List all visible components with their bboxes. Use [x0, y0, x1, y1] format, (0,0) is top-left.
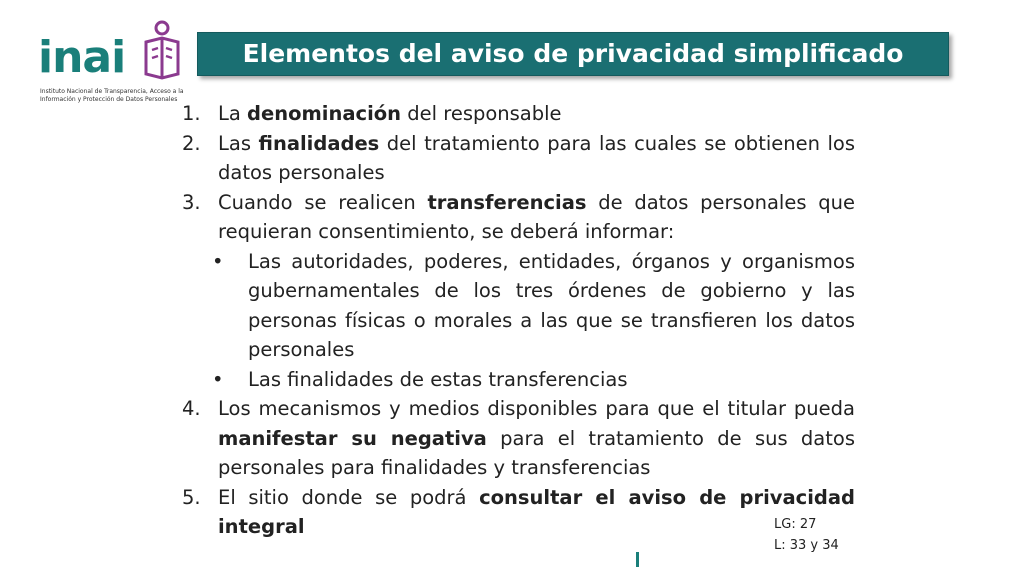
item-text-pre: Los mecanismos y medios disponibles para que el titular pueda	[218, 397, 855, 420]
item-text-bold: denominación	[247, 102, 402, 125]
list-item-5	[180, 483, 855, 542]
slide-title: Elementos del aviso de privacidad simplificado	[242, 39, 904, 68]
slide-content	[180, 99, 855, 542]
item-text-bold: consultar el aviso de privacidad integral	[218, 485, 855, 538]
item-text-pre: Las	[218, 131, 259, 155]
title-banner	[197, 32, 949, 76]
reference-l: L: 33 y 34	[774, 538, 839, 553]
item-text-bold: finalidades	[258, 131, 380, 155]
item-text-bold: transferencias	[427, 190, 587, 214]
logo-wordmark: inai	[38, 32, 126, 83]
item-number: 4.	[182, 397, 201, 420]
list-item-3	[180, 188, 855, 247]
slide-marker	[636, 552, 639, 567]
item-text-post: del tratamiento para las cuales se obtienen los datos personales	[218, 131, 855, 184]
item-number: 1.	[182, 102, 201, 125]
sub-item-1	[180, 247, 855, 365]
item-text-post: de datos personales que requieran consentimiento, se deberá informar:	[218, 190, 855, 243]
sub-item-2	[180, 365, 855, 395]
item-text-pre: El sitio donde se podrá	[218, 485, 480, 509]
inai-logo	[38, 20, 188, 110]
item-text-bold: manifestar su negativa	[218, 426, 487, 450]
list-item-4	[180, 394, 855, 483]
reference-lg: LG: 27	[774, 517, 817, 532]
bullet: •	[212, 367, 224, 391]
list-item-2	[180, 129, 855, 188]
item-number: 2.	[182, 131, 201, 155]
item-text-post: del responsable	[401, 102, 562, 125]
item-number: 3.	[182, 190, 201, 214]
item-text-pre: Cuando se realicen	[218, 190, 428, 214]
item-text-pre: La	[218, 102, 248, 125]
logo-caption: Instituto Nacional de Transparencia, Acceso a la Información y Protección de Datos Personales	[40, 88, 184, 103]
bullet: •	[212, 249, 224, 273]
item-number: 5.	[182, 485, 201, 509]
sub-item-text: Las autoridades, poderes, entidades, órganos y organismos gubernamentales de los tres órdenes de gobierno y las personas físicas o morales a las que se transfieren los datos personales	[248, 249, 855, 361]
item-text-post: para el tratamiento de sus datos personales para finalidades y transferencias	[218, 426, 855, 479]
logo-figure-icon	[142, 20, 182, 82]
list-item-1	[180, 99, 855, 129]
legal-references	[774, 514, 839, 556]
sub-item-text: Las finalidades de estas transferencias	[248, 367, 628, 391]
